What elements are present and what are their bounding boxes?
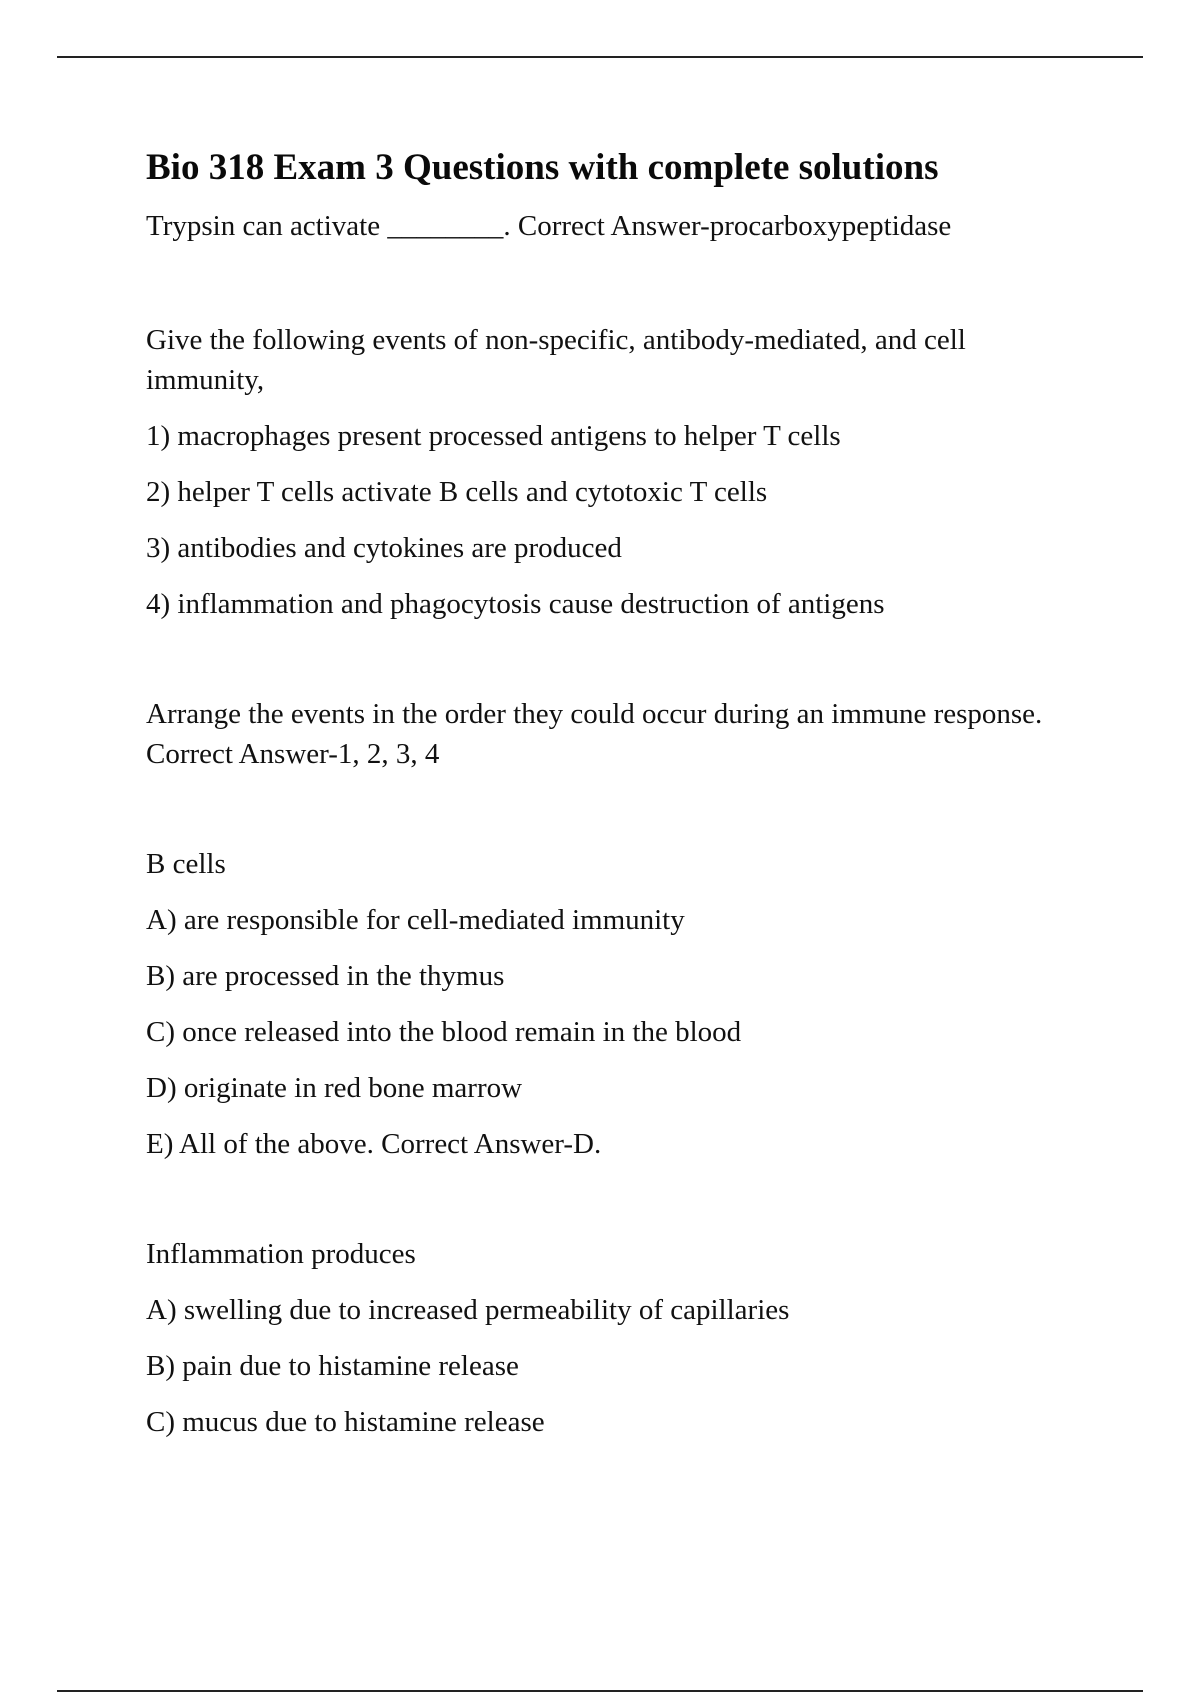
question-2 <box>146 320 1086 774</box>
option-item: D) originate in red bone marrow <box>146 1072 523 1104</box>
top-rule <box>57 56 1143 58</box>
option-item: A) swelling due to increased permeability of capillaries <box>146 1294 790 1326</box>
option-item: B) are processed in the thymus <box>146 960 505 992</box>
question-3-stem: B cells <box>146 848 226 880</box>
document-body <box>146 144 1086 1442</box>
event-item-1: 1) macrophages present processed antigens to helper T cells <box>146 420 841 452</box>
event-item-2: 2) helper T cells activate B cells and cytotoxic T cells <box>146 476 768 508</box>
option-item: C) mucus due to histamine release <box>146 1406 545 1438</box>
question-2-lead: Give the following events of non-specific, antibody-mediated, and cell immunity, <box>146 324 966 396</box>
bottom-rule <box>57 1690 1143 1692</box>
question-4-stem: Inflammation produces <box>146 1238 416 1270</box>
event-item-4: 4) inflammation and phagocytosis cause destruction of antigens <box>146 588 885 620</box>
question-1: Trypsin can activate ________. Correct Answer-procarboxypeptidase <box>146 210 952 242</box>
option-item: B) pain due to histamine release <box>146 1350 519 1382</box>
option-item: C) once released into the blood remain in the blood <box>146 1016 742 1048</box>
option-item-answer: E) All of the above. Correct Answer-D. <box>146 1128 602 1160</box>
option-item: A) are responsible for cell-mediated immunity <box>146 904 685 936</box>
event-item-3: 3) antibodies and cytokines are produced <box>146 532 622 564</box>
question-3 <box>146 844 1086 1164</box>
question-4 <box>146 1234 1086 1442</box>
document-title: Bio 318 Exam 3 Questions with complete solutions <box>146 147 939 188</box>
question-2-prompt: Arrange the events in the order they could occur during an immune response. Correct Answer-1, 2, 3, 4 <box>146 698 1043 770</box>
